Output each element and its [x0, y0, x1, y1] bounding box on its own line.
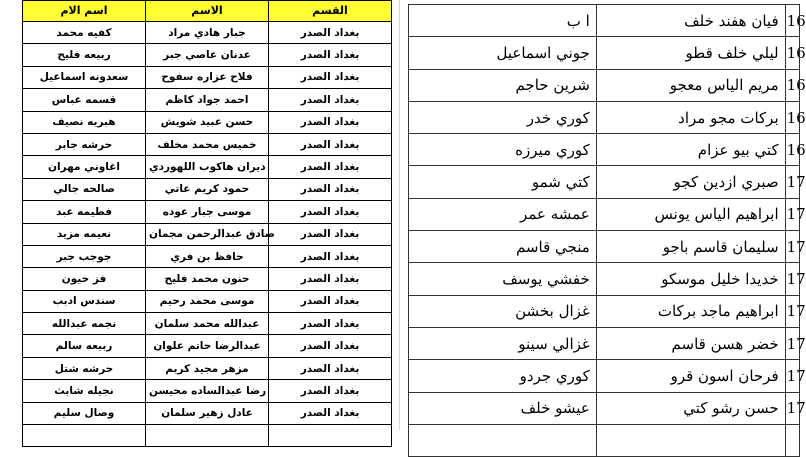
cell-mother-name: ا ب [409, 5, 597, 37]
cell-section: بغداد الصدر [269, 156, 392, 178]
cell-name: فرحان اسون قرو [596, 360, 785, 392]
cell-section: بغداد الصدر [269, 178, 392, 200]
cell-name: عادل زهير سلمان [146, 402, 269, 424]
table-row [23, 22, 392, 44]
cell-number: 16 [785, 134, 799, 166]
table-row [409, 327, 800, 359]
cell-name: سليمان قاسم باجو [596, 231, 785, 263]
cell-name [596, 424, 785, 456]
left-table [22, 0, 392, 447]
cell-mother-name: نعيمه مزيد [23, 223, 146, 245]
cell-name: عبدالرضا حاتم علوان [146, 335, 269, 357]
cell-mother-name: شرين حاجم [409, 69, 597, 101]
cell-section: بغداد الصدر [269, 223, 392, 245]
table-row [23, 425, 392, 447]
cell-number: 16 [785, 37, 799, 69]
table-row [23, 178, 392, 200]
cell-mother-name: منجي قاسم [409, 231, 597, 263]
table-row [23, 290, 392, 312]
left-table-body [23, 22, 392, 447]
cell-mother-name: جوجب جبر [23, 245, 146, 267]
table-row [23, 357, 392, 379]
table-row [23, 313, 392, 335]
cell-mother-name: نجمه عبدالله [23, 313, 146, 335]
cell-mother-name: كوري جردو [409, 360, 597, 392]
table-row [23, 66, 392, 88]
cell-number: 17 [785, 392, 799, 424]
header-section: القسم [269, 1, 392, 22]
cell-number: 16 [785, 5, 799, 37]
cell-number: 17 [785, 198, 799, 230]
table-row [23, 268, 392, 290]
table-row [409, 101, 800, 133]
cell-mother-name: كتي شمو [409, 166, 597, 198]
cell-name: صبري ازدين كجو [596, 166, 785, 198]
cell-mother-name: قسمه عباس [23, 89, 146, 111]
cell-mother-name: خفشي يوسف [409, 263, 597, 295]
cell-name: رضا عبدالساده محيسن [146, 380, 269, 402]
right-table [408, 4, 806, 457]
cell-section: بغداد الصدر [269, 201, 392, 223]
page-divider [399, 0, 400, 430]
cell-name: ابراهيم ماجد بركات [596, 295, 785, 327]
cell-name: احمد جواد كاظم [146, 89, 269, 111]
cell-section: بغداد الصدر [269, 22, 392, 44]
table-row [23, 44, 392, 66]
cell-mother-name: سعدونه اسماعيل [23, 66, 146, 88]
table-row [409, 360, 800, 392]
table-row [409, 134, 800, 166]
cell-name: ديران هاكوب اللهوردي [146, 156, 269, 178]
cell-mother-name: حرشه جابر [23, 133, 146, 155]
cell-name: موسى محمد رحيم [146, 290, 269, 312]
cell-name: مريم الياس معجو [596, 69, 785, 101]
cell-mother-name: كوري خدر [409, 101, 597, 133]
cell-number: 17 [785, 360, 799, 392]
cell-name: حنون محمد فليح [146, 268, 269, 290]
cell-section: بغداد الصدر [269, 402, 392, 424]
cell-section: بغداد الصدر [269, 89, 392, 111]
cell-number [785, 424, 799, 456]
cell-name: فيان هفند خلف [596, 5, 785, 37]
cell-section: بغداد الصدر [269, 313, 392, 335]
cell-name: ابراهيم الياس يونس [596, 198, 785, 230]
cell-name: حافظ بن فري [146, 245, 269, 267]
cell-mother-name: ربيعه فليح [23, 44, 146, 66]
cell-mother-name: وصال سليم [23, 402, 146, 424]
header-name: الاسم [146, 1, 269, 22]
cell-mother-name: غزال بخشن [409, 295, 597, 327]
cell-section [269, 425, 392, 447]
cell-name: موسى جبار عوده [146, 201, 269, 223]
right-table-body [409, 5, 806, 457]
cell-number: 17 [785, 166, 799, 198]
table-row [409, 231, 800, 263]
cell-number: 17 [785, 295, 799, 327]
cell-name: فلاح عزاره سفوح [146, 66, 269, 88]
table-row [409, 392, 800, 424]
cell-mother-name: صالحه جالي [23, 178, 146, 200]
cell-name: حسن عبيد شويش [146, 111, 269, 133]
cell-section: بغداد الصدر [269, 66, 392, 88]
table-row [23, 156, 392, 178]
cell-mother-name: غزالي سينو [409, 327, 597, 359]
table-row [409, 37, 800, 69]
cell-mother-name: كفيه محمد [23, 22, 146, 44]
cell-mother-name: عيشو خلف [409, 392, 597, 424]
cell-name [146, 425, 269, 447]
cell-name: كتي بيو عزام [596, 134, 785, 166]
table-row [409, 166, 800, 198]
cell-name: عبدالله محمد سلمان [146, 313, 269, 335]
table-row [23, 335, 392, 357]
cell-name: حمود كريم عاتي [146, 178, 269, 200]
table-row [409, 198, 800, 230]
table-row [23, 133, 392, 155]
table-row [409, 5, 800, 37]
left-table-header-row [23, 1, 392, 22]
cell-mother-name [409, 424, 597, 456]
cell-mother-name: فز خيون [23, 268, 146, 290]
cell-number: 16 [785, 69, 799, 101]
cell-number: 17 [785, 327, 799, 359]
table-row [23, 245, 392, 267]
cell-section: بغداد الصدر [269, 335, 392, 357]
cell-section: بغداد الصدر [269, 380, 392, 402]
table-row [409, 263, 800, 295]
cell-section: بغداد الصدر [269, 268, 392, 290]
cell-section: بغداد الصدر [269, 357, 392, 379]
table-row [23, 402, 392, 424]
table-row [23, 380, 392, 402]
cell-section: بغداد الصدر [269, 111, 392, 133]
table-row [23, 111, 392, 133]
cell-name: مزهر مجيد كريم [146, 357, 269, 379]
cell-mother-name: اغاوني مهران [23, 156, 146, 178]
cell-mother-name: نجيله شابث [23, 380, 146, 402]
cell-section: بغداد الصدر [269, 44, 392, 66]
table-row [409, 424, 800, 456]
cell-name: عدنان عاصي جبر [146, 44, 269, 66]
cell-name: حسن رشو كتي [596, 392, 785, 424]
cell-name: خديدا خليل موسكو [596, 263, 785, 295]
cell-name: خضر هسن قاسم [596, 327, 785, 359]
cell-name: خميس محمد مخلف [146, 133, 269, 155]
table-row [409, 69, 800, 101]
cell-mother-name [23, 425, 146, 447]
cell-mother-name: كوري ميرزه [409, 134, 597, 166]
cell-mother-name: عمشه عمر [409, 198, 597, 230]
table-row [23, 223, 392, 245]
cell-number: 17 [785, 231, 799, 263]
cell-number: 17 [785, 263, 799, 295]
cell-name: ليلي خلف قطو [596, 37, 785, 69]
cell-name: جبار هادي مراد [146, 22, 269, 44]
table-row [23, 89, 392, 111]
cell-mother-name: سندس ادبب [23, 290, 146, 312]
table-row [23, 201, 392, 223]
table-row [409, 295, 800, 327]
cell-section: بغداد الصدر [269, 133, 392, 155]
cell-name: صادق عبدالرحمن مجمان [146, 223, 269, 245]
cell-section: بغداد الصدر [269, 290, 392, 312]
cell-number: 16 [785, 101, 799, 133]
cell-section: بغداد الصدر [269, 245, 392, 267]
cell-mother-name: جوني اسماعيل [409, 37, 597, 69]
cell-name: بركات مجو مراد [596, 101, 785, 133]
cell-mother-name: هبريه نصيف [23, 111, 146, 133]
cell-mother-name: فطيمه عبد [23, 201, 146, 223]
cell-mother-name: حرشه شتل [23, 357, 146, 379]
header-mother-name: اسم الام [23, 1, 146, 22]
cell-mother-name: ربيعه سالم [23, 335, 146, 357]
